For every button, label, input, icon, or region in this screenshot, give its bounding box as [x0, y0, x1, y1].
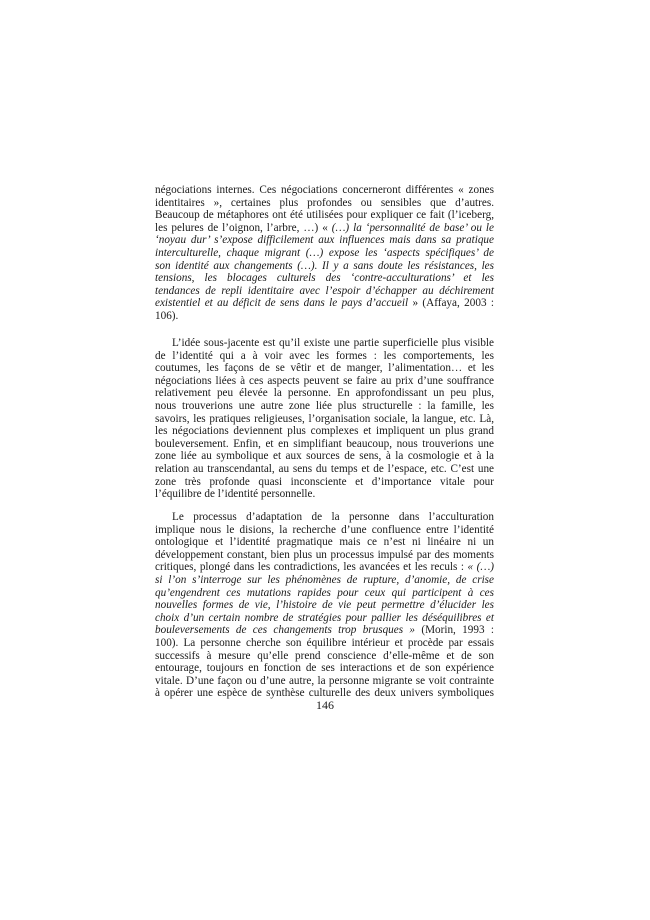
- italic-quote-text: son identité aux changements (…). Il y a sans doute les résistances, les: [155, 259, 494, 272]
- page-number: 146: [316, 698, 334, 712]
- text-line: [155, 549, 494, 562]
- body-text: successifs à mesure qu’elle prend conscience d’elle-même et de son: [155, 649, 494, 662]
- body-text: zone liée au symbolique et aux sources de sens, à la cosmologie et à la: [155, 450, 494, 463]
- text-line: [155, 450, 494, 463]
- text-line: [155, 488, 494, 501]
- body-text: l’équilibre de l’identité personnelle.: [155, 488, 316, 501]
- body-text: 100). La personne cherche son équilibre intérieur et procède par essais: [155, 636, 494, 649]
- text-line: [155, 350, 494, 363]
- text-line: [155, 222, 494, 235]
- text-line: [155, 387, 494, 400]
- body-text: ontologique et l’identité pragmatique mais ce n’est ni linéaire ni un: [155, 536, 494, 549]
- body-text: à opérer une espèce de synthèse culturelle des deux univers symboliques: [155, 687, 494, 700]
- text-line: [155, 524, 494, 537]
- text-line: [155, 476, 494, 489]
- paragraph-identity-zones: [155, 337, 494, 501]
- italic-quote-text: tensions, les blocages culturels des ‘contre-acculturations’ et les: [155, 272, 494, 285]
- italic-quote-text: choix d’un certain nombre de stratégies pour pallier les déséquilibres et: [155, 611, 494, 624]
- body-text: nous trouverions une autre zone liée plus structurelle : la famille, les: [155, 399, 494, 412]
- body-text: relativement peu élevée la personne. En approfondissant un peu plus,: [155, 387, 494, 400]
- body-text: vitale. D’une façon ou d’une autre, la personne migrante se voit contrainte: [155, 674, 494, 687]
- italic-quote-text: nouvelles formes de vie, l’histoire de vie peut permettre d’élucider les: [155, 599, 494, 612]
- italic-quote-text: (…) la ‘personnalité de base’ ou le: [331, 221, 494, 234]
- body-text: de l’identité qui a à voir avec les formes : les comportements, les: [155, 349, 494, 362]
- body-text: critiques, plongé dans les contradictions, les avancées et les reculs :: [155, 561, 468, 574]
- body-text: Le processus d’adaptation de la personne dans l’acculturation: [172, 511, 494, 523]
- text-line: [155, 184, 494, 197]
- body-text: les pelures de l’oignon, l’arbre, …) «: [155, 221, 332, 234]
- text-line: [155, 209, 494, 222]
- body-text: 106).: [155, 309, 179, 322]
- text-line: [155, 612, 494, 625]
- body-text: zone très profonde quasi inconsciente et d’importance vitale pour: [155, 475, 494, 488]
- italic-quote-text: si l’on s’interroge sur les phénomènes de rupture, d’anomie, de crise: [155, 573, 494, 586]
- text-line: [155, 413, 494, 426]
- body-text: L’idée sous-jacente est qu’il existe une partie superficielle plus visible: [172, 337, 494, 349]
- body-text: les négociations deviennent plus complexes et impliquent un plus grand: [155, 425, 494, 438]
- body-text: identitaires », certaines plus profondes ou sensibles que d’autres.: [155, 196, 494, 209]
- italic-quote-text: existentiel et au déficit de sens dans le pays d’accueil: [155, 297, 409, 310]
- italic-quote-text: « (…): [467, 561, 494, 574]
- text-line: [155, 297, 494, 310]
- text-line: [155, 463, 494, 476]
- body-text: négociations internes. Ces négociations concerneront différentes « zones: [155, 184, 494, 196]
- text-line: [155, 400, 494, 413]
- paragraph-adaptation-process: [155, 511, 494, 700]
- body-text: entourage, toujours en fonction de ses interactions et de son expérience: [155, 662, 494, 675]
- paragraph-affaya-quote: [155, 184, 494, 323]
- body-text: relation au transcendantal, au sens du temps et de l’espace, etc. C’est une: [155, 462, 494, 475]
- text-line: [155, 260, 494, 273]
- text-line: [155, 247, 494, 260]
- text-line: [155, 438, 494, 451]
- text-line: [155, 675, 494, 688]
- text-line: [155, 574, 494, 587]
- body-text: négociations liées à ces aspects peuvent se faire au prix d’une souffrance: [155, 374, 494, 387]
- body-text: » (Affaya, 2003 :: [408, 297, 495, 310]
- text-line: [155, 337, 494, 350]
- text-line: [155, 511, 494, 524]
- text-line: [155, 285, 494, 298]
- italic-quote-text: tendances de repli identitaire avec l’espoir d’échapper au déchirement: [155, 284, 494, 297]
- body-text: implique nous le disions, la recherche d’une confluence entre l’identité: [155, 523, 494, 536]
- body-text: (Morin, 1993 :: [415, 624, 494, 637]
- text-line: [155, 650, 494, 663]
- text-line: [155, 310, 494, 323]
- body-text: savoirs, les pratiques religieuses, l’organisation sociale, la langue, etc. Là,: [155, 412, 494, 425]
- text-line: [155, 362, 494, 375]
- body-text: Beaucoup de métaphores ont été utilisées pour expliquer ce fait (l’iceberg,: [155, 209, 494, 222]
- body-text: développement constant, bien plus un processus impulsé par des moments: [155, 548, 494, 561]
- text-line: [155, 234, 494, 247]
- text-line: [155, 425, 494, 438]
- body-text: coutumes, les façons de se vêtir et de manger, l’alimentation… et les: [155, 362, 494, 375]
- text-line: [155, 375, 494, 388]
- text-line: [155, 197, 494, 210]
- text-line: [155, 599, 494, 612]
- text-line: [155, 272, 494, 285]
- text-line: [155, 536, 494, 549]
- text-line: [155, 637, 494, 650]
- italic-quote-text: qu’engendrent ces mutations rapides pour ceux qui participent à ces: [155, 586, 494, 599]
- text-line: [155, 662, 494, 675]
- italic-quote-text: bouleversements de ces changements trop brusques »: [155, 624, 416, 637]
- body-text: bouleversement. Enfin, et en simplifiant beaucoup, nous trouverions une: [155, 437, 494, 450]
- text-line: [155, 561, 494, 574]
- text-line: [155, 624, 494, 637]
- italic-quote-text: ‘noyau dur’ s’expose difficilement aux influences mais dans sa pratique: [155, 234, 494, 247]
- italic-quote-text: interculturelle, chaque migrant (…) expose les ‘aspects spécifiques’ de: [155, 246, 494, 259]
- text-line: [155, 587, 494, 600]
